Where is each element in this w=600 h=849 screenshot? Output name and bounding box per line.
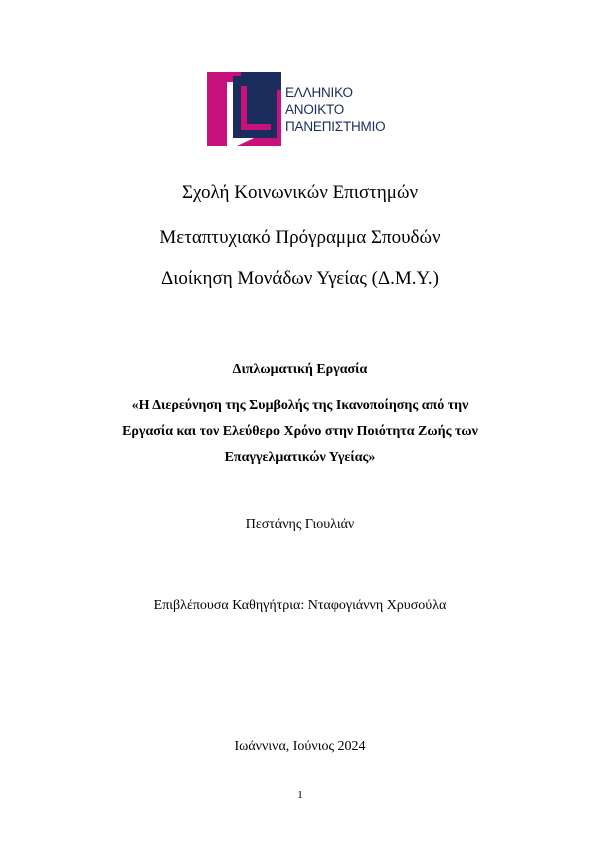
thesis-title-line-1: «Η Διερεύνηση της Συμβολής της Ικανοποίησης από την	[131, 398, 469, 413]
supervisor: Επιβλέπουσα Καθηγήτρια: Νταφογιάννη Χρυσούλα	[153, 598, 447, 613]
logo-emblem-icon	[207, 72, 281, 146]
school-name: Σχολή Κοινωνικών Επιστημών	[181, 182, 419, 203]
university-logo	[207, 72, 397, 146]
logo-wordmark	[285, 84, 385, 135]
thesis-title-line-2: Εργασία και τον Ελεύθερο Χρόνο στην Ποιότητα Ζωής των	[122, 424, 478, 439]
page-number: 1	[297, 789, 303, 801]
thesis-title	[80, 393, 520, 471]
author-name: Πεστάνης Γιουλιάν	[245, 517, 355, 532]
thesis-title-line-3: Επαγγελματικών Υγείας»	[224, 450, 376, 465]
program-name: Μεταπτυχιακό Πρόγραμμα Σπουδών	[159, 227, 441, 248]
specialization-name: Διοίκηση Μονάδων Υγείας (Δ.Μ.Υ.)	[161, 268, 439, 289]
logo-line-2: ΑΝΟΙΚΤΟ	[285, 102, 345, 117]
logo-line-3: ΠΑΝΕΠΙΣΤΗΜΙΟ	[285, 119, 386, 134]
thesis-label: Διπλωματική Εργασία	[232, 362, 368, 377]
logo-line-1: ΕΛΛΗΝΙΚΟ	[285, 85, 353, 100]
place-date: Ιωάννινα, Ιούνιος 2024	[234, 739, 366, 754]
